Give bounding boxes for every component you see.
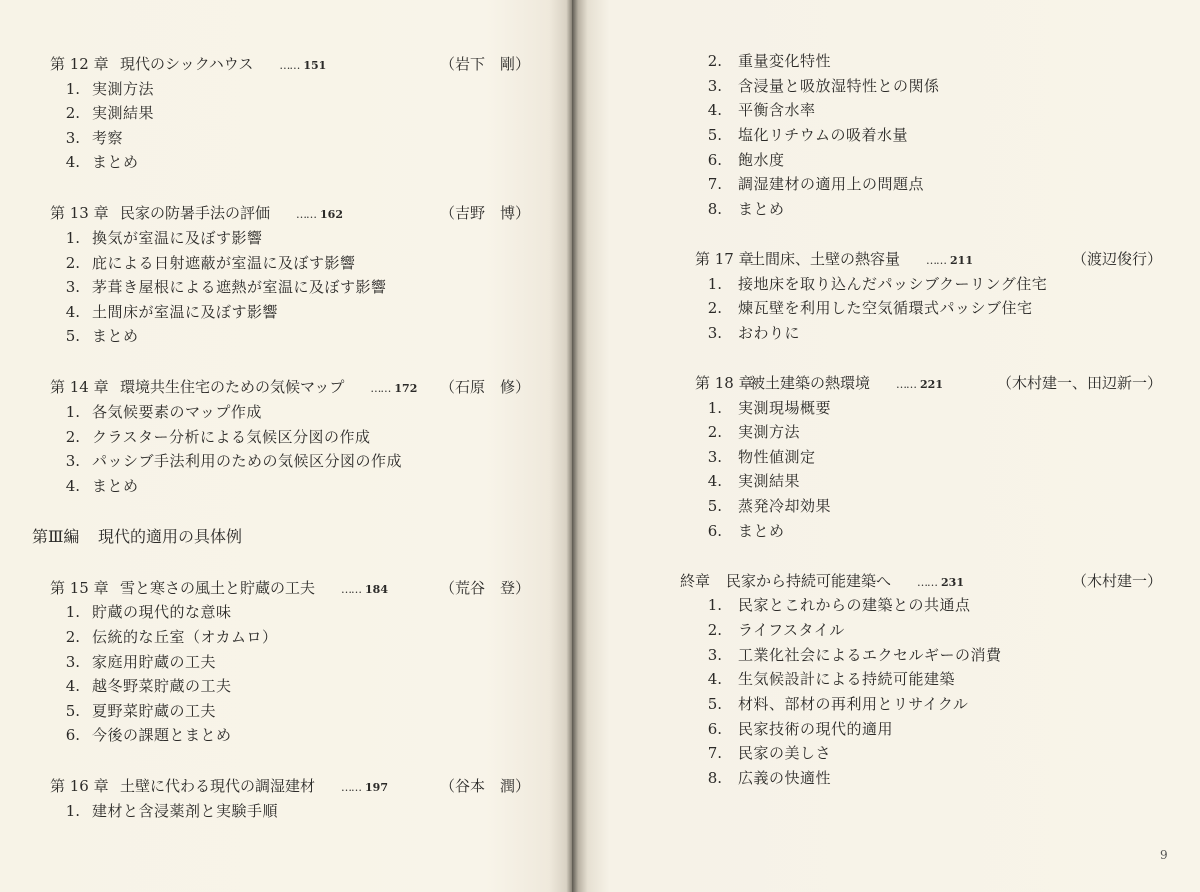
section-item [572,471,1200,491]
section-item [0,302,572,322]
section-number: 4. [707,101,722,120]
chapter-label: 第 15 章 [50,578,109,597]
section-item [572,199,1200,219]
section-item [0,451,572,471]
section-title: 接地床を取り込んだパッシブクーリング住宅 [738,274,1048,293]
section-number: 3. [65,278,80,297]
chapter-page-number: 231 [941,575,964,589]
section-item [572,422,1200,442]
chapter-title-text: 雪と寒さの風土と貯蔵の工夫 [120,578,316,597]
chapter-title [120,54,326,76]
section-item [0,801,572,821]
section-number: 3. [65,452,80,471]
section-title: クラスター分析による気候区分図の作成 [92,427,371,446]
leader-dots: …… [917,575,938,589]
section-title: 広義の快適性 [738,768,832,787]
chapter-title [120,203,343,225]
right-page [572,0,1200,892]
leader-dots: …… [896,377,917,391]
section-item [572,694,1200,714]
section-number: 5. [65,327,80,346]
section-number: 4. [65,476,80,495]
section-number: 1. [65,802,80,820]
section-number: 4. [65,302,80,321]
chapter-label: 第 16 章 [50,777,109,796]
chapter-page-number: 172 [394,382,418,396]
section-title: 蒸発冷却効果 [738,497,832,516]
section-number: 6. [707,150,722,169]
chapter-author: （木村建一、田辺新一） [996,373,1162,392]
section-number: 6. [65,726,80,745]
section-item [572,174,1200,194]
section-title: 平衡含水率 [738,101,816,120]
section-item [0,253,572,273]
chapter-page-number: 211 [950,253,973,267]
section-title: 貯蔵の現代的な意味 [92,603,232,622]
section-item [0,602,572,622]
chapter-title [750,249,973,271]
section-number: 3. [65,128,80,147]
chapter-label: 第 17 章 [695,249,754,268]
chapter-page-number: 197 [365,781,388,795]
section-item [0,676,572,696]
section-title: 建材と含浸薬剤と実験手順 [92,802,279,820]
section-title: 生気候設計による持続可能建築 [738,670,956,689]
section-title: パッシブ手法利用のための気候区分図の作成 [92,452,403,471]
leader-dots: …… [279,59,300,72]
leader-dots: …… [370,382,391,396]
section-title: 工業化社会によるエクセルギーの消費 [738,645,1002,664]
section-title: 実測結果 [92,104,155,123]
section-title: 今後の課題とまとめ [92,726,232,745]
chapter-title-text: 民家の防暑手法の評価 [120,204,271,223]
section-number: 6. [707,521,722,540]
section-item [0,652,572,672]
section-item [572,496,1200,516]
chapter-heading [0,776,572,796]
chapter-title [98,527,242,547]
chapter-heading [0,203,572,223]
section-item [0,326,572,346]
section-title: 考察 [92,128,124,147]
section-number: 7. [707,175,722,194]
section-title: まとめ [92,476,139,495]
chapter-author: （荒谷 登） [439,578,530,597]
section-title: 各気候要素のマップ作成 [92,403,262,421]
section-number: 2. [65,628,80,646]
section-item [0,725,572,745]
section-title: まとめ [92,327,139,346]
section-number: 2. [707,52,722,70]
section-item [572,521,1200,541]
section-title: おわりに [738,323,801,342]
section-number: 8. [707,199,722,218]
chapter-author: （谷本 潤） [439,777,530,796]
chapter-author: （石原 修） [439,378,530,397]
section-item [572,743,1200,763]
section-number: 3. [707,447,722,466]
section-number: 4. [65,153,80,172]
section-title: まとめ [92,153,139,172]
section-number: 2. [65,104,80,123]
section-title: 換気が室温に及ぼす影響 [92,229,263,247]
section-number: 3. [707,323,722,342]
section-item [572,719,1200,739]
chapter-heading [0,377,572,397]
chapter-label: 第 14 章 [50,378,109,397]
section-item [572,150,1200,170]
section-title: ライフスタイル [738,621,845,640]
chapter-heading [572,373,1200,393]
section-number: 1. [707,274,722,293]
section-number: 2. [707,299,722,318]
section-item [0,476,572,496]
section-title: 夏野菜貯蔵の工夫 [92,701,217,720]
section-item [572,768,1200,788]
section-item [572,645,1200,665]
section-item [0,128,572,148]
section-title: 材料、部材の再利用とリサイクル [738,695,969,713]
section-item [0,402,572,422]
section-number: 5. [707,497,722,516]
section-number: 2. [707,621,722,640]
leader-dots: …… [926,253,947,267]
section-item [0,79,572,99]
section-title: まとめ [738,199,785,218]
section-number: 8. [707,768,722,787]
section-title: 調湿建材の適用上の問題点 [738,175,925,194]
section-title: 茅葺き屋根による遮熱が室温に及ぼす影響 [92,278,387,297]
section-number: 5. [707,695,722,713]
section-item [572,595,1200,615]
part-heading [0,527,572,547]
section-number: 1. [65,603,80,622]
chapter-label: 終章 [680,571,711,590]
chapter-label: 第 13 章 [50,204,109,223]
section-number: 3. [707,76,722,95]
section-number: 6. [707,719,722,738]
section-item [0,152,572,172]
section-item [572,398,1200,418]
section-title: 家庭用貯蔵の工夫 [92,652,217,671]
section-title: まとめ [738,521,785,540]
section-title: 煉瓦壁を利用した空気循環式パッシブ住宅 [738,299,1033,318]
leader-dots: …… [296,208,317,222]
leader-dots: …… [341,582,362,596]
chapter-label: 第 18 章 [695,373,754,392]
section-number: 7. [707,744,722,763]
chapter-title-text: 土間床、土壁の熱容量 [750,249,901,268]
section-item [572,100,1200,120]
section-title: 民家とこれからの建築との共通点 [738,596,971,615]
chapter-label: 第 12 章 [50,55,109,73]
section-title: 実測現場概要 [738,398,832,417]
leader-dots: …… [341,781,362,795]
section-item [572,669,1200,689]
section-title: 実測結果 [738,472,801,491]
section-number: 4. [707,472,722,491]
chapter-heading [572,249,1200,269]
section-number: 5. [65,701,80,720]
section-number: 1. [707,596,722,615]
section-number: 5. [707,125,722,144]
chapter-title [726,571,964,593]
chapter-title-text: 現代的適用の具体例 [98,526,243,546]
section-title: 実測方法 [738,423,801,442]
chapter-heading [0,54,572,74]
section-number: 3. [707,645,722,664]
chapter-title-text: 環境共生住宅のための気候マップ [120,378,345,397]
section-title: 重量変化特性 [738,52,832,70]
section-item [572,620,1200,640]
section-title: 越冬野菜貯蔵の工夫 [92,677,232,696]
chapter-page-number: 221 [920,377,943,391]
section-number: 1. [65,229,80,247]
section-item [572,274,1200,294]
chapter-page-number: 184 [365,582,388,596]
section-item [0,228,572,248]
section-item [572,323,1200,343]
section-item [572,125,1200,145]
section-item [0,701,572,721]
section-title: 民家技術の現代的適用 [738,719,894,738]
chapter-title-text: 土壁に代わる現代の調湿建材 [120,777,316,796]
chapter-author: （岩下 剛） [439,55,530,73]
chapter-page-number: 162 [320,208,343,222]
chapter-page-number: 151 [303,59,327,72]
section-title: 土間床が室温に及ぼす影響 [92,302,279,321]
section-title: 飽水度 [738,150,785,169]
section-item [572,447,1200,467]
section-title: 塩化リチウムの吸着水量 [738,125,909,144]
chapter-author: （吉野 博） [439,204,530,223]
left-page [0,0,572,892]
chapter-title-text: 民家から持続可能建築へ [726,571,892,590]
chapter-title-text: 被土建築の熱環境 [750,373,871,392]
section-number: 4. [707,670,722,689]
chapter-heading [0,578,572,598]
section-number: 1. [65,403,80,421]
chapter-heading [572,571,1200,591]
section-title: 含浸量と吸放湿特性との関係 [738,76,940,95]
section-title: 庇による日射遮蔽が室温に及ぼす影響 [92,253,356,272]
section-item [572,51,1200,71]
section-number: 1. [707,398,722,417]
chapter-author: （木村建一） [1071,571,1162,590]
page-number: 9 [1160,848,1168,862]
section-number: 2. [65,253,80,272]
section-title: 民家の美しさ [738,744,832,763]
section-title: 実測方法 [92,79,155,98]
section-item [0,427,572,447]
chapter-label: 第Ⅲ編 [32,526,80,546]
section-title: 物性値測定 [738,447,816,466]
section-item [0,627,572,647]
chapter-title [750,373,943,395]
section-number: 3. [65,652,80,671]
section-item [0,277,572,297]
section-number: 4. [65,677,80,696]
section-number: 1. [65,79,80,98]
section-item [572,76,1200,96]
chapter-title-text: 現代のシックハウス [120,55,254,73]
section-item [0,103,572,123]
section-number: 2. [65,427,80,446]
chapter-author: （渡辺俊行） [1071,249,1162,268]
section-number: 2. [707,423,722,442]
section-item [572,298,1200,318]
section-title: 伝統的な丘室（オカムロ） [92,628,278,646]
